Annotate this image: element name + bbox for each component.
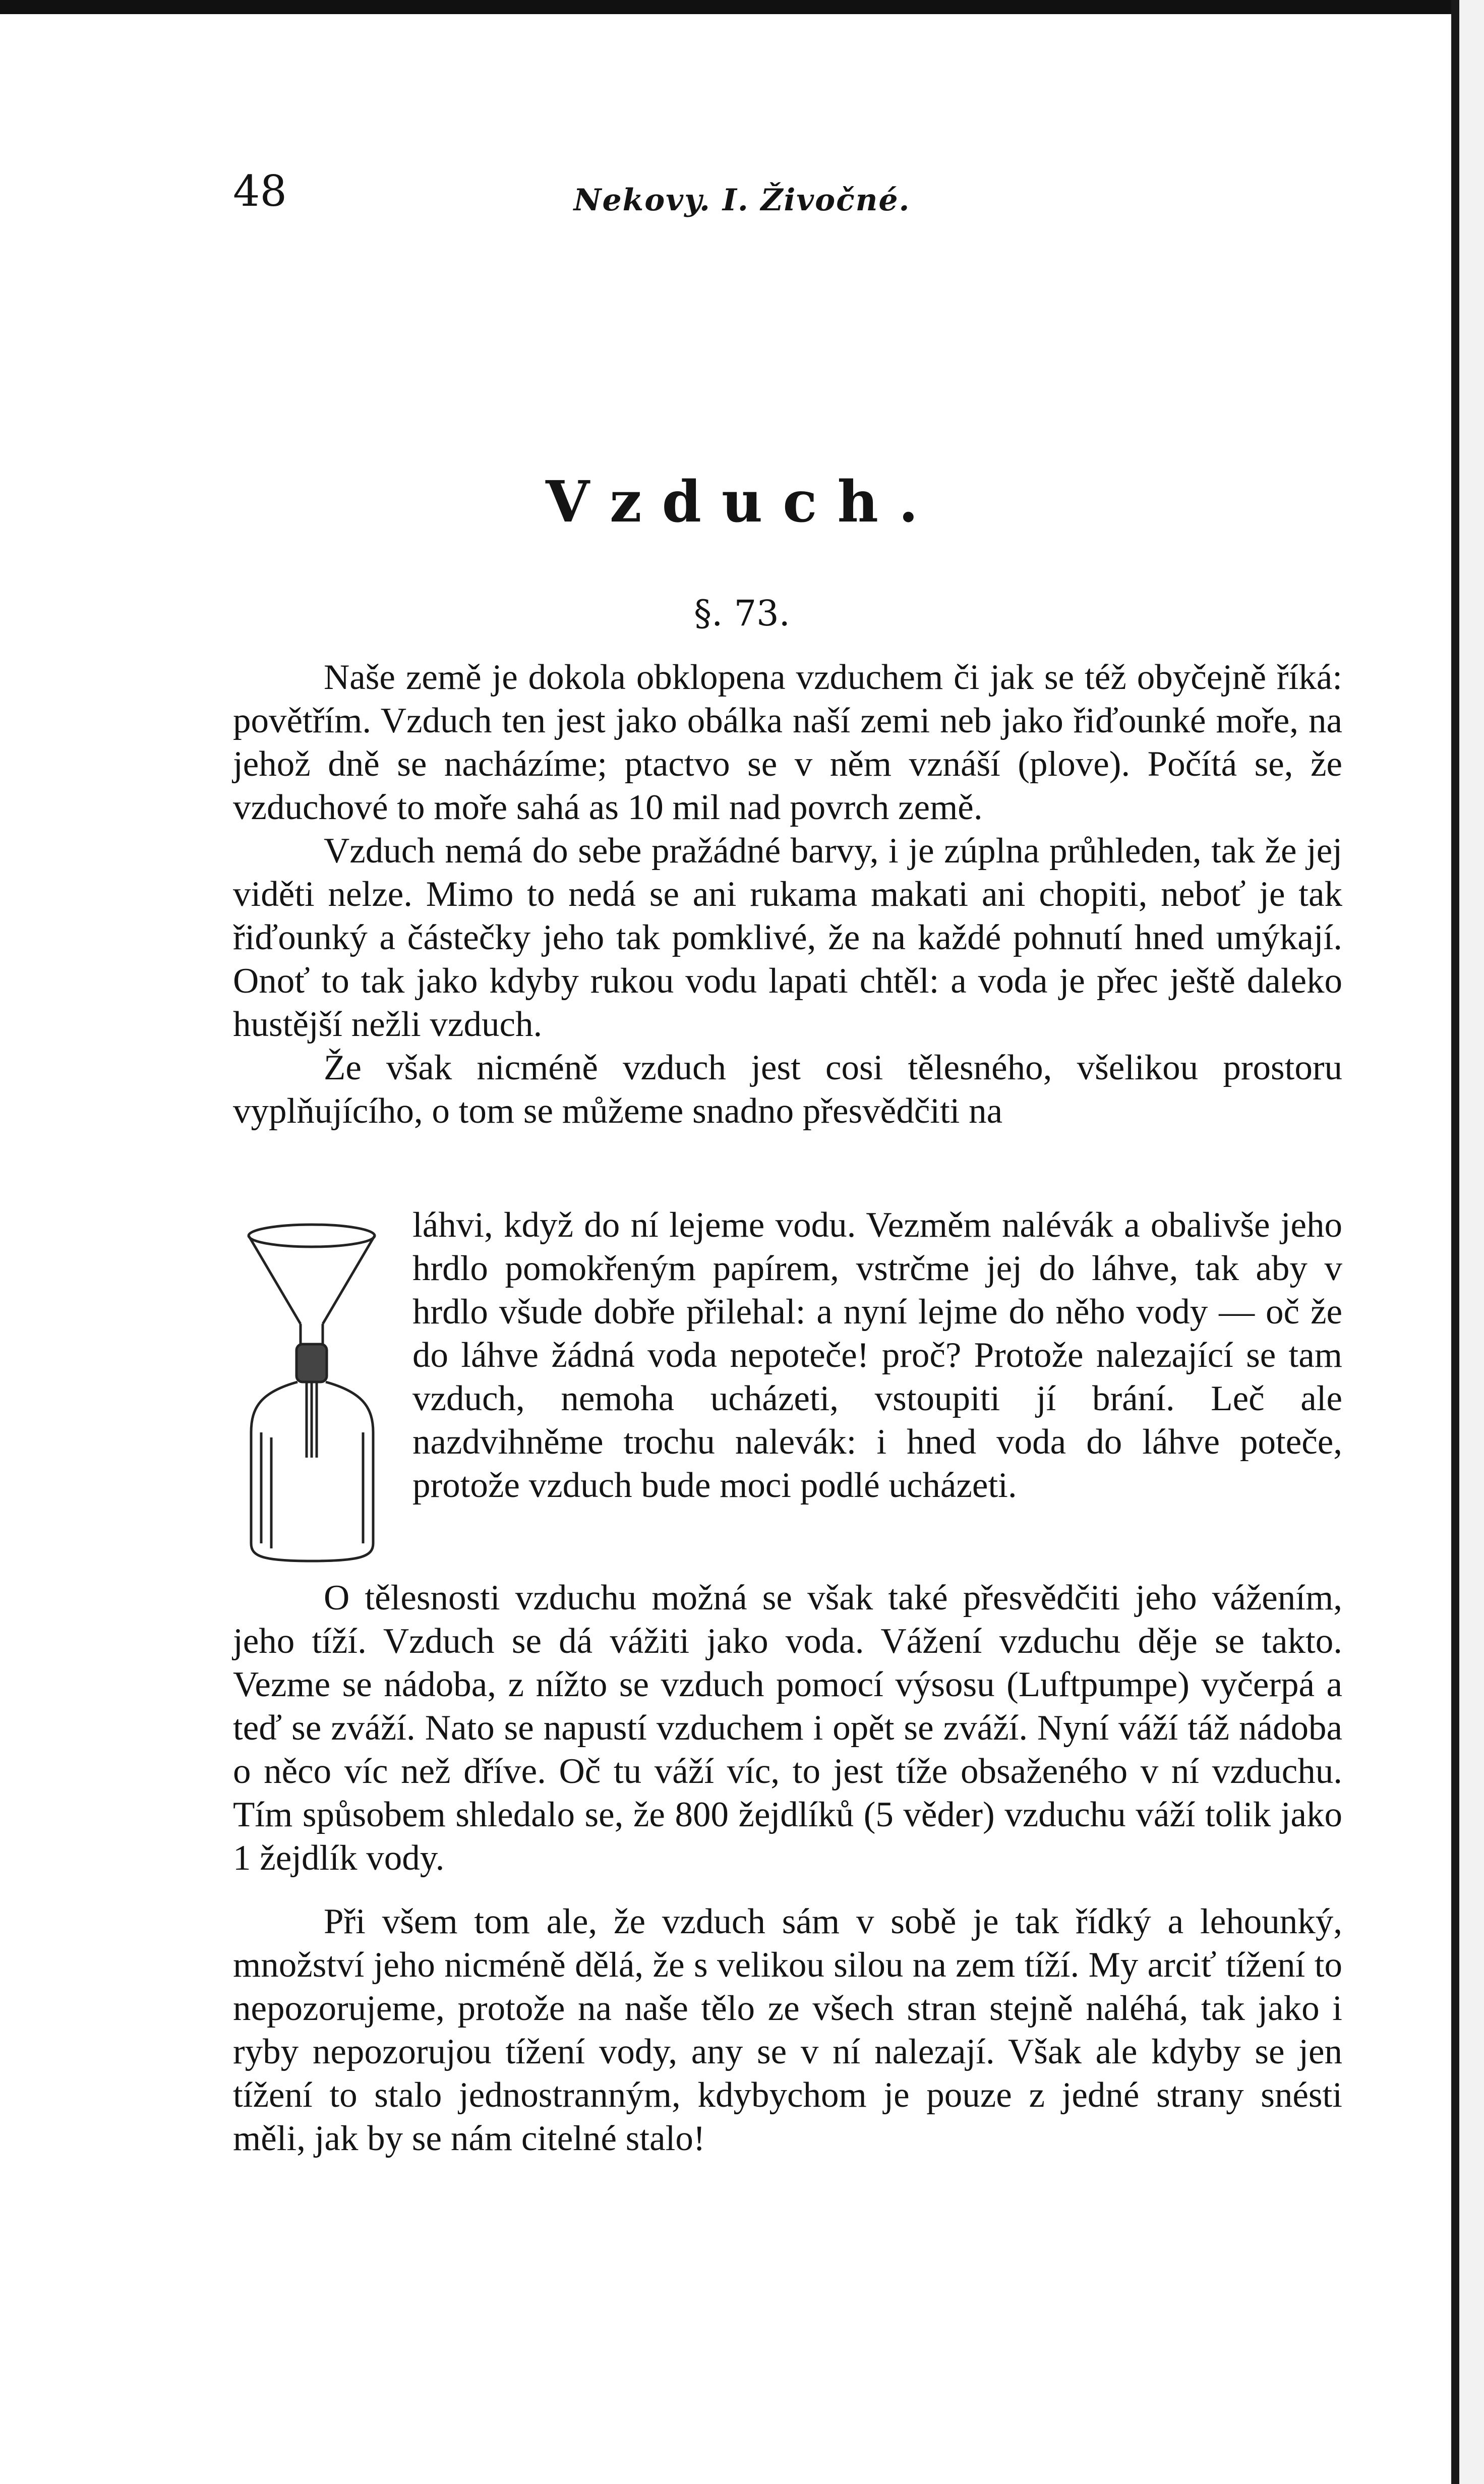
paragraph-5: Při všem tom ale, že vzduch sám v sobě je tak řídký a lehounký, množství jeho nicméně dělá, že s velikou silou na zem tíží. My arciť tížení to nepozorujeme, protože na naše tělo ze všech stran stejně naléhá, tak jako i ryby nepozorujou tížení vody, any se v ní nalezají. Však ale kdyby se jen tížení to stalo jednostranným, kdybychom je pouze z jedné strany snésti měli, jak by se nám citelné stalo! [233, 1902, 1342, 2158]
body-text-top [233, 656, 1342, 1133]
section-mark: §. 73. [694, 593, 790, 634]
page-number: 48 [233, 166, 287, 216]
body-text-bottom [233, 1576, 1342, 2160]
scan-edge-right-line [1451, 0, 1459, 2484]
scan-edge-top [0, 0, 1484, 14]
chapter-title: Vzduch. [546, 469, 938, 535]
paragraph-1: Naše země je dokola obklopena vzduchem či jak se též obyčejně říká: povětřím. Vzduch ten jest jako obálka naší zemi neb jako řiďounké moře, na jehož dně se nacházíme; ptactvo se v něm vznáší (plove). Počítá se, že vzduchové to moře sahá as 10 mil nad povrch země. [233, 658, 1342, 827]
paragraph-4: O tělesnosti vzduchu možná se však také přesvědčiti jeho vážením, jeho tíží. Vzduch se dá vážiti jako voda. Vážení vzduchu děje se takto. Vezme se nádoba, z nížto se vzduch pomocí výsosu (Luftpumpe) vyčerpá a teď se zváží. Nato se napustí vzduchem i opět se zváží. Nyní váží táž nádoba o něco víc než dříve. Oč tu váží víc, to jest tíže obsaženého v ní vzduchu. Tím spůsobem shledalo se, že 800 žejdlíků (5 věder) vzduchu váží tolik jako 1 žejdlík vody. [233, 1578, 1342, 1878]
paragraph-3-continued: láhvi, když do ní lejeme vodu. Vezměm nalévák a obalivše jeho hrdlo pomokřeným papírem, vstrčme jej do láhve, tak aby v hrdlo všude dobře přilehal: a nyní lejme do něho vody — oč že do láhve žádná voda nepoteče! proč? Protože nalezající se tam vzduch, nemoha ucházeti, vstoupiti jí brání. Leč ale nazdvihněme trochu nalevák: i hned voda do láhve poteče, protože vzduch bude moci podlé ucházeti. [412, 1205, 1342, 1505]
running-head: Nekovy. I. Živočné. [573, 183, 911, 218]
funnel-in-bottle-icon [241, 1221, 392, 1574]
body-text-beside-illustration [412, 1203, 1342, 1507]
paragraph-2: Vzduch nemá do sebe pražádné barvy, i je zúplna průhleden, tak že jej viděti nelze. Mimo to nedá se ani rukama makati ani chopiti, neboť je tak řiďounký a částečky jeho tak pomklivé, že na každé pohnutí hned umýkají. Onoť to tak jako kdyby rukou vodu lapati chtěl: a voda je přec ještě daleko hustější nežli vzduch. [233, 831, 1342, 1044]
paragraph-3-intro: Že však nicméně vzduch jest cosi tělesného, všelikou prostoru vyplňujícího, o tom se můžeme snadno přesvědčiti na [233, 1048, 1342, 1131]
